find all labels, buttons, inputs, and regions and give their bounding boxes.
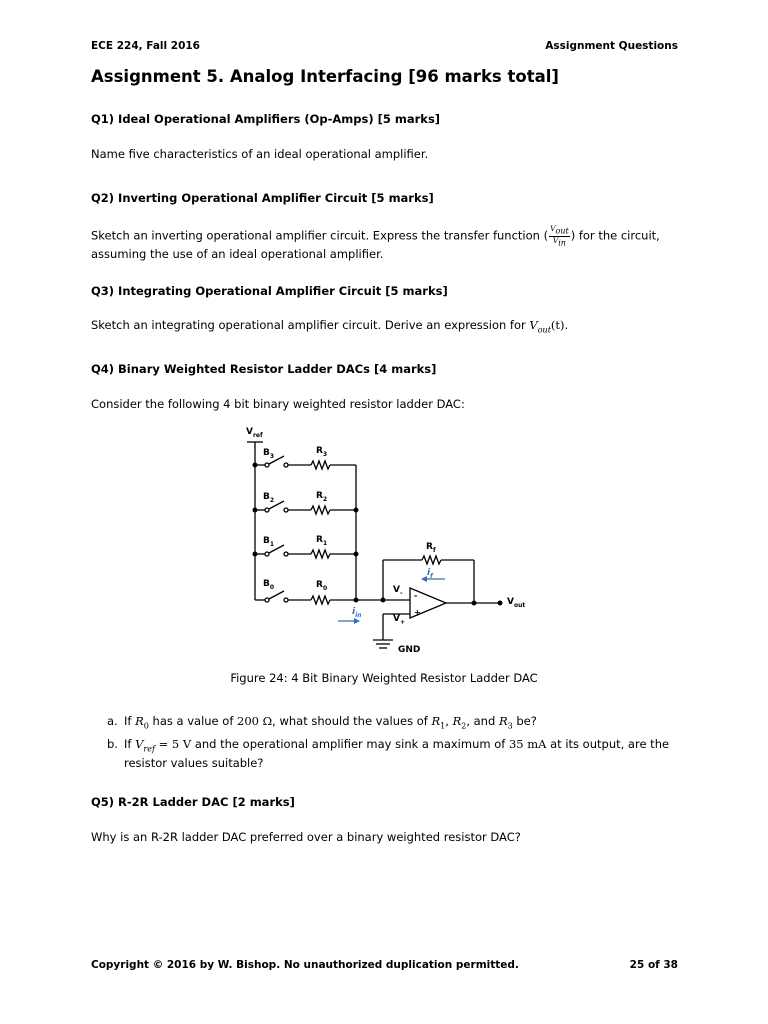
gnd-label: GND <box>398 645 421 655</box>
q4-item-a <box>107 714 681 733</box>
q2-text-after: ) for the circuit, assuming the use of an ideal operational amplifier. <box>91 228 660 261</box>
q4-text: Consider the following 4 bit binary weighted resistor ladder DAC: <box>91 397 465 411</box>
opamp-plus-sign: + <box>414 608 421 617</box>
footer-page-number: 25 of 38 <box>629 959 678 971</box>
q5-text: Why is an R-2R ladder DAC preferred over a binary weighted resistor DAC? <box>91 830 521 844</box>
q2-text-before: Sketch an inverting operational amplifier circuit. Express the transfer function ( <box>91 228 549 243</box>
q5-heading: Q5) R-2R Ladder DAC [2 marks] <box>91 795 295 809</box>
dac-circuit-diagram <box>230 420 550 660</box>
switch-label-b2: $B_2$ <box>263 492 275 504</box>
transfer-function-fraction <box>549 225 570 247</box>
vref-sub: ref <box>143 744 155 754</box>
vref-label: $V_{ref}$ <box>246 427 263 439</box>
q3-text <box>91 318 681 337</box>
item-b-text-1: If <box>124 737 136 751</box>
q3-heading: Q3) Integrating Operational Amplifier Circuit [5 marks] <box>91 284 448 298</box>
q3-text-after: . <box>564 318 569 332</box>
resistance-value: 200 Ω <box>237 714 273 728</box>
item-label: a. <box>107 714 118 728</box>
resistor-label-r0: $R_0$ <box>316 580 328 592</box>
footer-copyright: Copyright © 2016 by W. Bishop. No unauthorized duplication permitted. <box>91 959 519 971</box>
r1-symbol: R <box>431 714 441 728</box>
current-value: 35 mA <box>508 737 547 751</box>
q1-heading: Q1) Ideal Operational Amplifiers (Op-Amps) [5 marks] <box>91 112 441 126</box>
switch-label-b1: $B_1$ <box>263 536 275 548</box>
vminus-label: $V_-$ <box>393 585 403 597</box>
figure-caption: Figure 24: 4 Bit Binary Weighted Resistor Ladder DAC <box>230 671 538 685</box>
frac-denominator-sub: in <box>558 238 566 247</box>
iin-label: $i_{in}$ <box>352 607 362 619</box>
if-label: $i_f$ <box>427 568 433 580</box>
resistor-label-r3: $R_3$ <box>316 446 328 458</box>
item-a-text-3: , what should the values of <box>272 714 432 728</box>
frac-denominator: V <box>552 235 559 245</box>
resistor-label-r1: $R_1$ <box>316 535 328 547</box>
vout-arg: (t) <box>550 318 565 332</box>
r0-sub: 0 <box>143 721 149 731</box>
junction-dots <box>253 463 503 606</box>
item-label: b. <box>107 737 118 751</box>
vout-sub: out <box>537 325 551 335</box>
q2-text <box>91 225 681 261</box>
vref-symbol: V <box>135 737 144 751</box>
switch-label-b0: $B_0$ <box>263 579 275 591</box>
voltage-value: = 5 V <box>154 737 192 751</box>
r1-sub: 1 <box>440 721 446 731</box>
switch-label-b3: $B_3$ <box>263 448 275 460</box>
q1-text: Name five characteristics of an ideal operational amplifier. <box>91 147 429 161</box>
item-a-text-6: be? <box>512 714 537 728</box>
r3-sub: 3 <box>507 721 513 731</box>
item-a-text-5: , and <box>466 714 499 728</box>
q4-heading: Q4) Binary Weighted Resistor Ladder DACs [4 marks] <box>91 362 437 376</box>
header-course: ECE 224, Fall 2016 <box>91 40 200 52</box>
r3-symbol: R <box>498 714 508 728</box>
vout-symbol: V <box>529 318 538 332</box>
assignment-title: Assignment 5. Analog Interfacing [96 marks total] <box>91 67 559 86</box>
item-a-text-2: has a value of <box>148 714 238 728</box>
resistor-label-rf: $R_f$ <box>426 542 436 554</box>
r2-symbol: R <box>452 714 462 728</box>
opamp-minus-sign: - <box>414 591 418 600</box>
item-a-text-1: If <box>124 714 136 728</box>
r0-symbol: R <box>135 714 144 728</box>
circuit-wires <box>247 442 500 648</box>
frac-numerator: V <box>550 224 556 233</box>
item-a-text-4: , <box>445 714 453 728</box>
item-b-text-3: at its output, are the resistor values suitable? <box>124 737 670 771</box>
header-section: Assignment Questions <box>545 40 678 52</box>
resistor-label-r2: $R_2$ <box>316 491 328 503</box>
item-b-text-2: and the operational amplifier may sink a maximum of <box>191 737 509 751</box>
vplus-label: $V_+$ <box>393 614 405 626</box>
q2-heading: Q2) Inverting Operational Amplifier Circuit [5 marks] <box>91 191 434 205</box>
q3-text-before: Sketch an integrating operational amplifier circuit. Derive an expression for <box>91 318 530 332</box>
vout-label: $V_{out}$ <box>507 597 526 609</box>
frac-numerator-sub: out <box>555 226 569 236</box>
q4-item-b <box>107 737 681 770</box>
r2-sub: 2 <box>461 721 467 731</box>
